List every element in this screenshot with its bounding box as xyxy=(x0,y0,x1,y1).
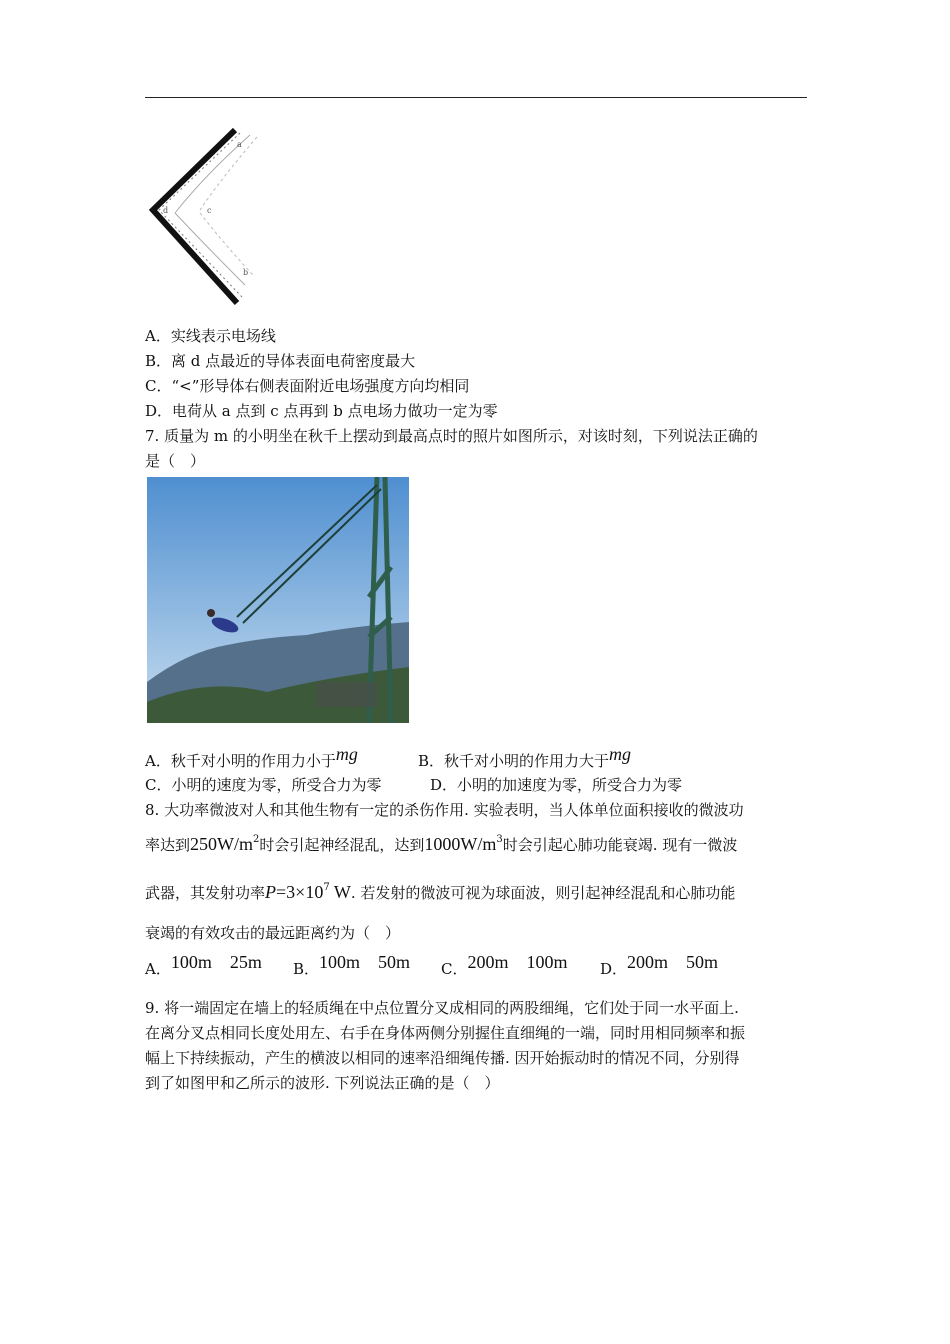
q8-option-c-value: 200m 100m xyxy=(467,952,568,972)
q8-option-b-letter: B． xyxy=(293,960,320,978)
q8-sup3: 3 xyxy=(496,834,503,845)
q8-line1: 8. 大功率微波对人和其他生物有一定的杀伤作用. 实验表明，当人体单位面积接收的微波功 xyxy=(145,801,744,819)
q8-line3-a: 武器，其发射功率 xyxy=(145,884,266,902)
q8-option-a-value: 100m 25m xyxy=(170,952,262,972)
q8-option-b xyxy=(293,948,411,978)
q8-line2-c: 时会引起心肺功能衰竭. 现有一微波 xyxy=(502,836,738,854)
label-a: a xyxy=(237,140,242,149)
label-c: c xyxy=(207,206,212,215)
q7-option-a xyxy=(145,744,358,771)
q7-stem-line2: 是（ ） xyxy=(145,452,206,470)
q6-option-a: A．实线表示电场线 xyxy=(145,327,276,345)
q9-line4: 到了如图甲和乙所示的波形. 下列说法正确的是（ ） xyxy=(145,1074,500,1092)
q7-option-a-text: A．秋千对小明的作用力小于 xyxy=(145,752,336,770)
q8-option-b-value: 100m 50m xyxy=(319,952,411,972)
q9-line3: 幅上下持续振动，产生的横波以相同的速率沿细绳传播. 因开始振动时的情况不同，分别得 xyxy=(145,1049,740,1067)
power-value: =3×10 xyxy=(276,882,324,902)
q7-option-d: D．小明的加速度为零，所受合力为零 xyxy=(430,776,683,794)
q6-option-c: C．“<”形导体右侧表面附近电场强度方向均相同 xyxy=(145,377,470,395)
q7-option-c: C．小明的速度为零，所受合力为零 xyxy=(145,776,382,794)
q8-option-a-letter: A． xyxy=(145,960,171,978)
q8-option-d-value: 200m 50m xyxy=(627,952,719,972)
power-exponent: 7 xyxy=(323,882,330,893)
q6-option-d: D．电荷从 a 点到 c 点再到 b 点电场力做功一定为零 xyxy=(145,402,498,420)
q7-stem-line1: 7. 质量为 m 的小明坐在秋千上摆动到最高点时的照片如图所示，对该时刻，下列说法正确的 xyxy=(145,427,758,445)
power-symbol: P xyxy=(265,882,277,902)
mg-symbol: mg xyxy=(609,744,632,764)
q8-line3-b: . 若发射的微波可视为球面波，则引起神经混乱和心肺功能 xyxy=(350,884,736,902)
swing-photo xyxy=(147,477,409,723)
q8-option-a xyxy=(145,948,262,978)
q8-val1: 250W/m xyxy=(190,834,254,854)
q8-option-d-letter: D． xyxy=(600,960,628,978)
label-b: b xyxy=(243,268,249,277)
conductor-figure xyxy=(145,125,270,310)
mg-symbol: mg xyxy=(335,744,358,764)
q8-option-c xyxy=(441,948,568,978)
q7-option-b xyxy=(418,744,632,771)
q8-sup2: 2 xyxy=(253,834,260,845)
q8-val2: 1000W/m xyxy=(424,834,497,854)
q8-option-d xyxy=(600,948,719,978)
q8-line2-a: 率达到 xyxy=(145,836,191,854)
power-unit: W xyxy=(329,882,351,902)
q6-option-b: B．离 d 点最近的导体表面电荷密度最大 xyxy=(145,352,416,370)
q7-option-b-text: B．秋千对小明的作用力大于 xyxy=(418,752,610,770)
header-rule xyxy=(145,97,807,98)
label-d: d xyxy=(163,206,169,215)
q8-line2-b: 时会引起神经混乱，达到 xyxy=(259,836,425,854)
q8-line3 xyxy=(145,878,735,903)
q8-line4: 衰竭的有效攻击的最远距离约为（ ） xyxy=(145,924,401,942)
q8-line2 xyxy=(145,830,737,855)
q9-line2: 在离分叉点相同长度处用左、右手在身体两侧分别握住直细绳的一端，同时用相同频率和振 xyxy=(145,1024,746,1042)
q8-option-c-letter: C． xyxy=(441,960,468,978)
q9-line1: 9. 将一端固定在墙上的轻质绳在中点位置分叉成相同的两股细绳，它们处于同一水平面上. xyxy=(145,999,739,1017)
